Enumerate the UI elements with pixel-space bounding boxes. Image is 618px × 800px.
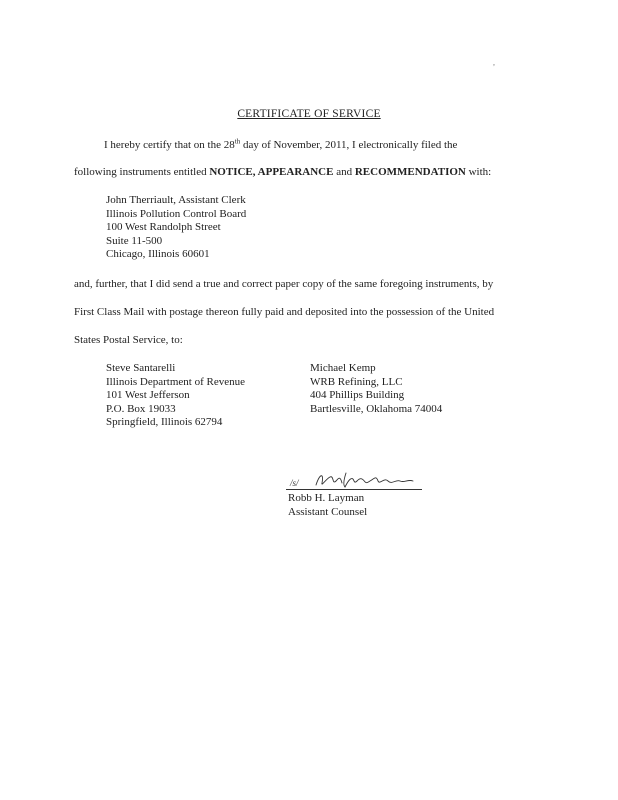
line2-prefix: following instruments entitled <box>74 166 210 178</box>
clerk-address-line: 100 West Randolph Street <box>106 221 221 234</box>
doc-title-appearance: APPEARANCE <box>257 166 334 178</box>
body-line-1 <box>104 139 457 152</box>
doc-title-notice: NOTICE <box>209 166 253 178</box>
recipient-block-wrb <box>310 362 442 416</box>
certificate-title: CERTIFICATE OF SERVICE <box>237 108 381 120</box>
line2-suffix: with: <box>465 166 492 178</box>
recipient-line: P.O. Box 19033 <box>106 402 176 415</box>
body-line-3: and, further, that I did send a true and correct paper copy of the same foregoing instruments, by <box>74 278 494 290</box>
recipient-line: 101 West Jefferson <box>106 389 190 402</box>
recipient-line: Michael Kemp <box>310 362 376 374</box>
body-line-4: First Class Mail with postage thereon fully paid and deposited into the possession of the United <box>74 306 495 318</box>
signature-prefix: /s/ <box>290 478 299 488</box>
recipient-block-revenue <box>106 362 245 430</box>
recipient-line: WRB Refining, LLC <box>310 375 403 388</box>
line1-before-day: I hereby certify that on the 28 <box>104 139 235 151</box>
handwritten-signature <box>312 469 417 489</box>
clerk-address-line: Suite 11-500 <box>106 234 163 247</box>
recipient-line: Springfield, Illinois 62794 <box>106 416 223 429</box>
doc-sep-1: , <box>252 166 258 178</box>
signature-block <box>286 468 422 490</box>
recipient-line: Steve Santarelli <box>106 362 176 374</box>
line1-after-day: day of November, 2011, I electronically filed the <box>240 139 458 151</box>
stray-mark: , <box>493 58 495 67</box>
line1-day-suffix: th <box>234 137 241 146</box>
signature-line <box>286 489 422 490</box>
recipient-line: Illinois Department of Revenue <box>106 375 245 388</box>
recipient-line: Bartlesville, Oklahoma 74004 <box>310 402 443 415</box>
body-line-5: States Postal Service, to: <box>74 334 183 346</box>
body-line-2 <box>74 166 491 179</box>
clerk-address-line: Illinois Pollution Control Board <box>106 207 247 220</box>
doc-title-recommendation: RECOMMENDATION <box>354 166 466 178</box>
signer-title: Assistant Counsel <box>288 506 368 518</box>
signer-name: Robb H. Layman <box>288 492 365 504</box>
clerk-address-line: John Therriault, Assistant Clerk <box>106 194 246 206</box>
clerk-address-line: Chicago, Illinois 60601 <box>106 248 210 261</box>
recipient-line: 404 Phillips Building <box>310 389 405 402</box>
clerk-address-block <box>106 194 246 262</box>
doc-sep-2: and <box>333 166 355 178</box>
